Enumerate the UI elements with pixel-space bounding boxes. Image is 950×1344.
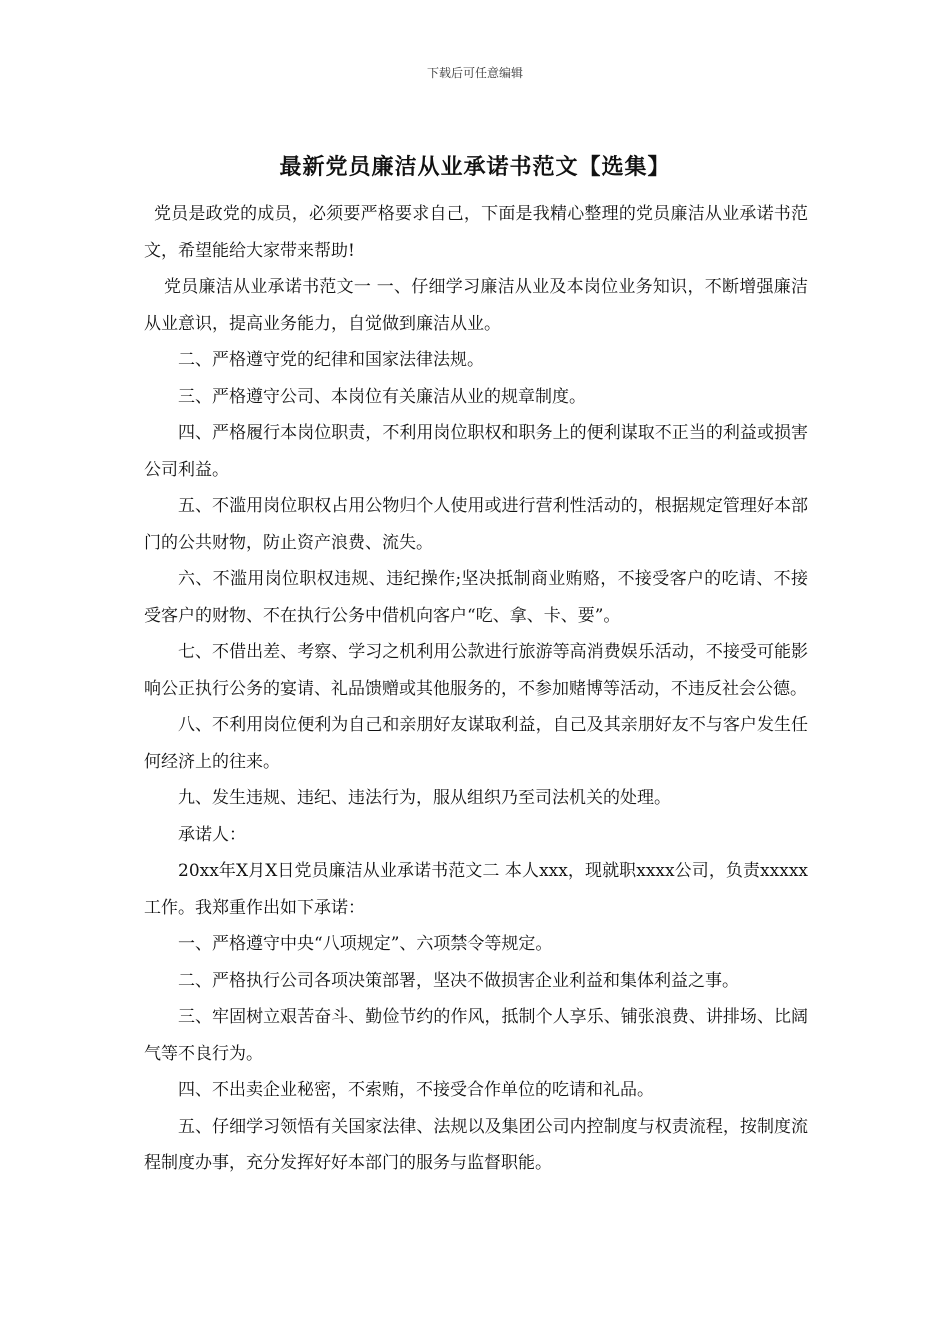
document-body: [144, 196, 808, 1182]
paragraph: 三、严格遵守公司、本岗位有关廉洁从业的规章制度。: [178, 386, 586, 407]
header-note: 下载后可任意编辑: [426, 66, 523, 80]
paragraph: 七、不借出差、考察、学习之机利用公款进行旅游等高消费娱乐活动，不接受可能影响公正执行公务的宴请、礼品馈赠或其他服务的，不参加赌博等活动，不违反社会公德。: [144, 642, 808, 699]
paragraph: 二、严格遵守党的纪律和国家法律法规。: [178, 350, 484, 370]
paragraph: 四、不出卖企业秘密，不索贿，不接受合作单位的吃请和礼品。: [178, 1080, 654, 1100]
paragraph: 三、牢固树立艰苦奋斗、勤俭节约的作风，抵制个人享乐、铺张浪费、讲排场、比阔气等不良行为。: [144, 1007, 808, 1064]
paragraph: 一、严格遵守中央“八项规定”、六项禁令等规定。: [178, 934, 553, 954]
paragraph: 八、不利用岗位便利为自己和亲朋好友谋取利益，自己及其亲朋好友不与客户发生任何经济上的往来。: [144, 715, 808, 772]
paragraph: 六、不滥用岗位职权违规、违纪操作;坚决抵制商业贿赂，不接受客户的吃请、不接受客户的财物、不在执行公务中借机向客户“吃、拿、卡、要”。: [144, 569, 808, 626]
paragraph: 承诺人：: [178, 824, 246, 845]
paragraph: 五、仔细学习领悟有关国家法律、法规以及集团公司内控制度与权责流程，按制度流程制度办事，充分发挥好好本部门的服务与监督职能。: [144, 1116, 808, 1173]
paragraph: 四、严格履行本岗位职责，不利用岗位职权和职务上的便利谋取不正当的利益或损害公司利益。: [144, 423, 808, 480]
paragraph: 党员是政党的成员，必须要严格要求自己，下面是我精心整理的党员廉洁从业承诺书范文，希望能给大家带来帮助!: [144, 204, 808, 261]
paragraph: 九、发生违规、违纪、违法行为，服从组织乃至司法机关的处理。: [178, 788, 671, 808]
paragraph: 五、不滥用岗位职权占用公物归个人使用或进行营利性活动的，根据规定管理好本部门的公共财物，防止资产浪费、流失。: [144, 496, 808, 553]
paragraph: 党员廉洁从业承诺书范文一 一、仔细学习廉洁从业及本岗位业务知识，不断增强廉洁从业意识，提高业务能力，自觉做到廉洁从业。: [144, 277, 808, 334]
paragraph: 二、严格执行公司各项决策部署，坚决不做损害企业利益和集体利益之事。: [178, 970, 739, 991]
paragraph: 20xx年X月X日党员廉洁从业承诺书范文二 本人xxx，现就职xxxx公司，负责xxxxx工作。我郑重作出如下承诺：: [144, 861, 808, 918]
page-title: 最新党员廉洁从业承诺书范文【选集】: [279, 154, 671, 180]
